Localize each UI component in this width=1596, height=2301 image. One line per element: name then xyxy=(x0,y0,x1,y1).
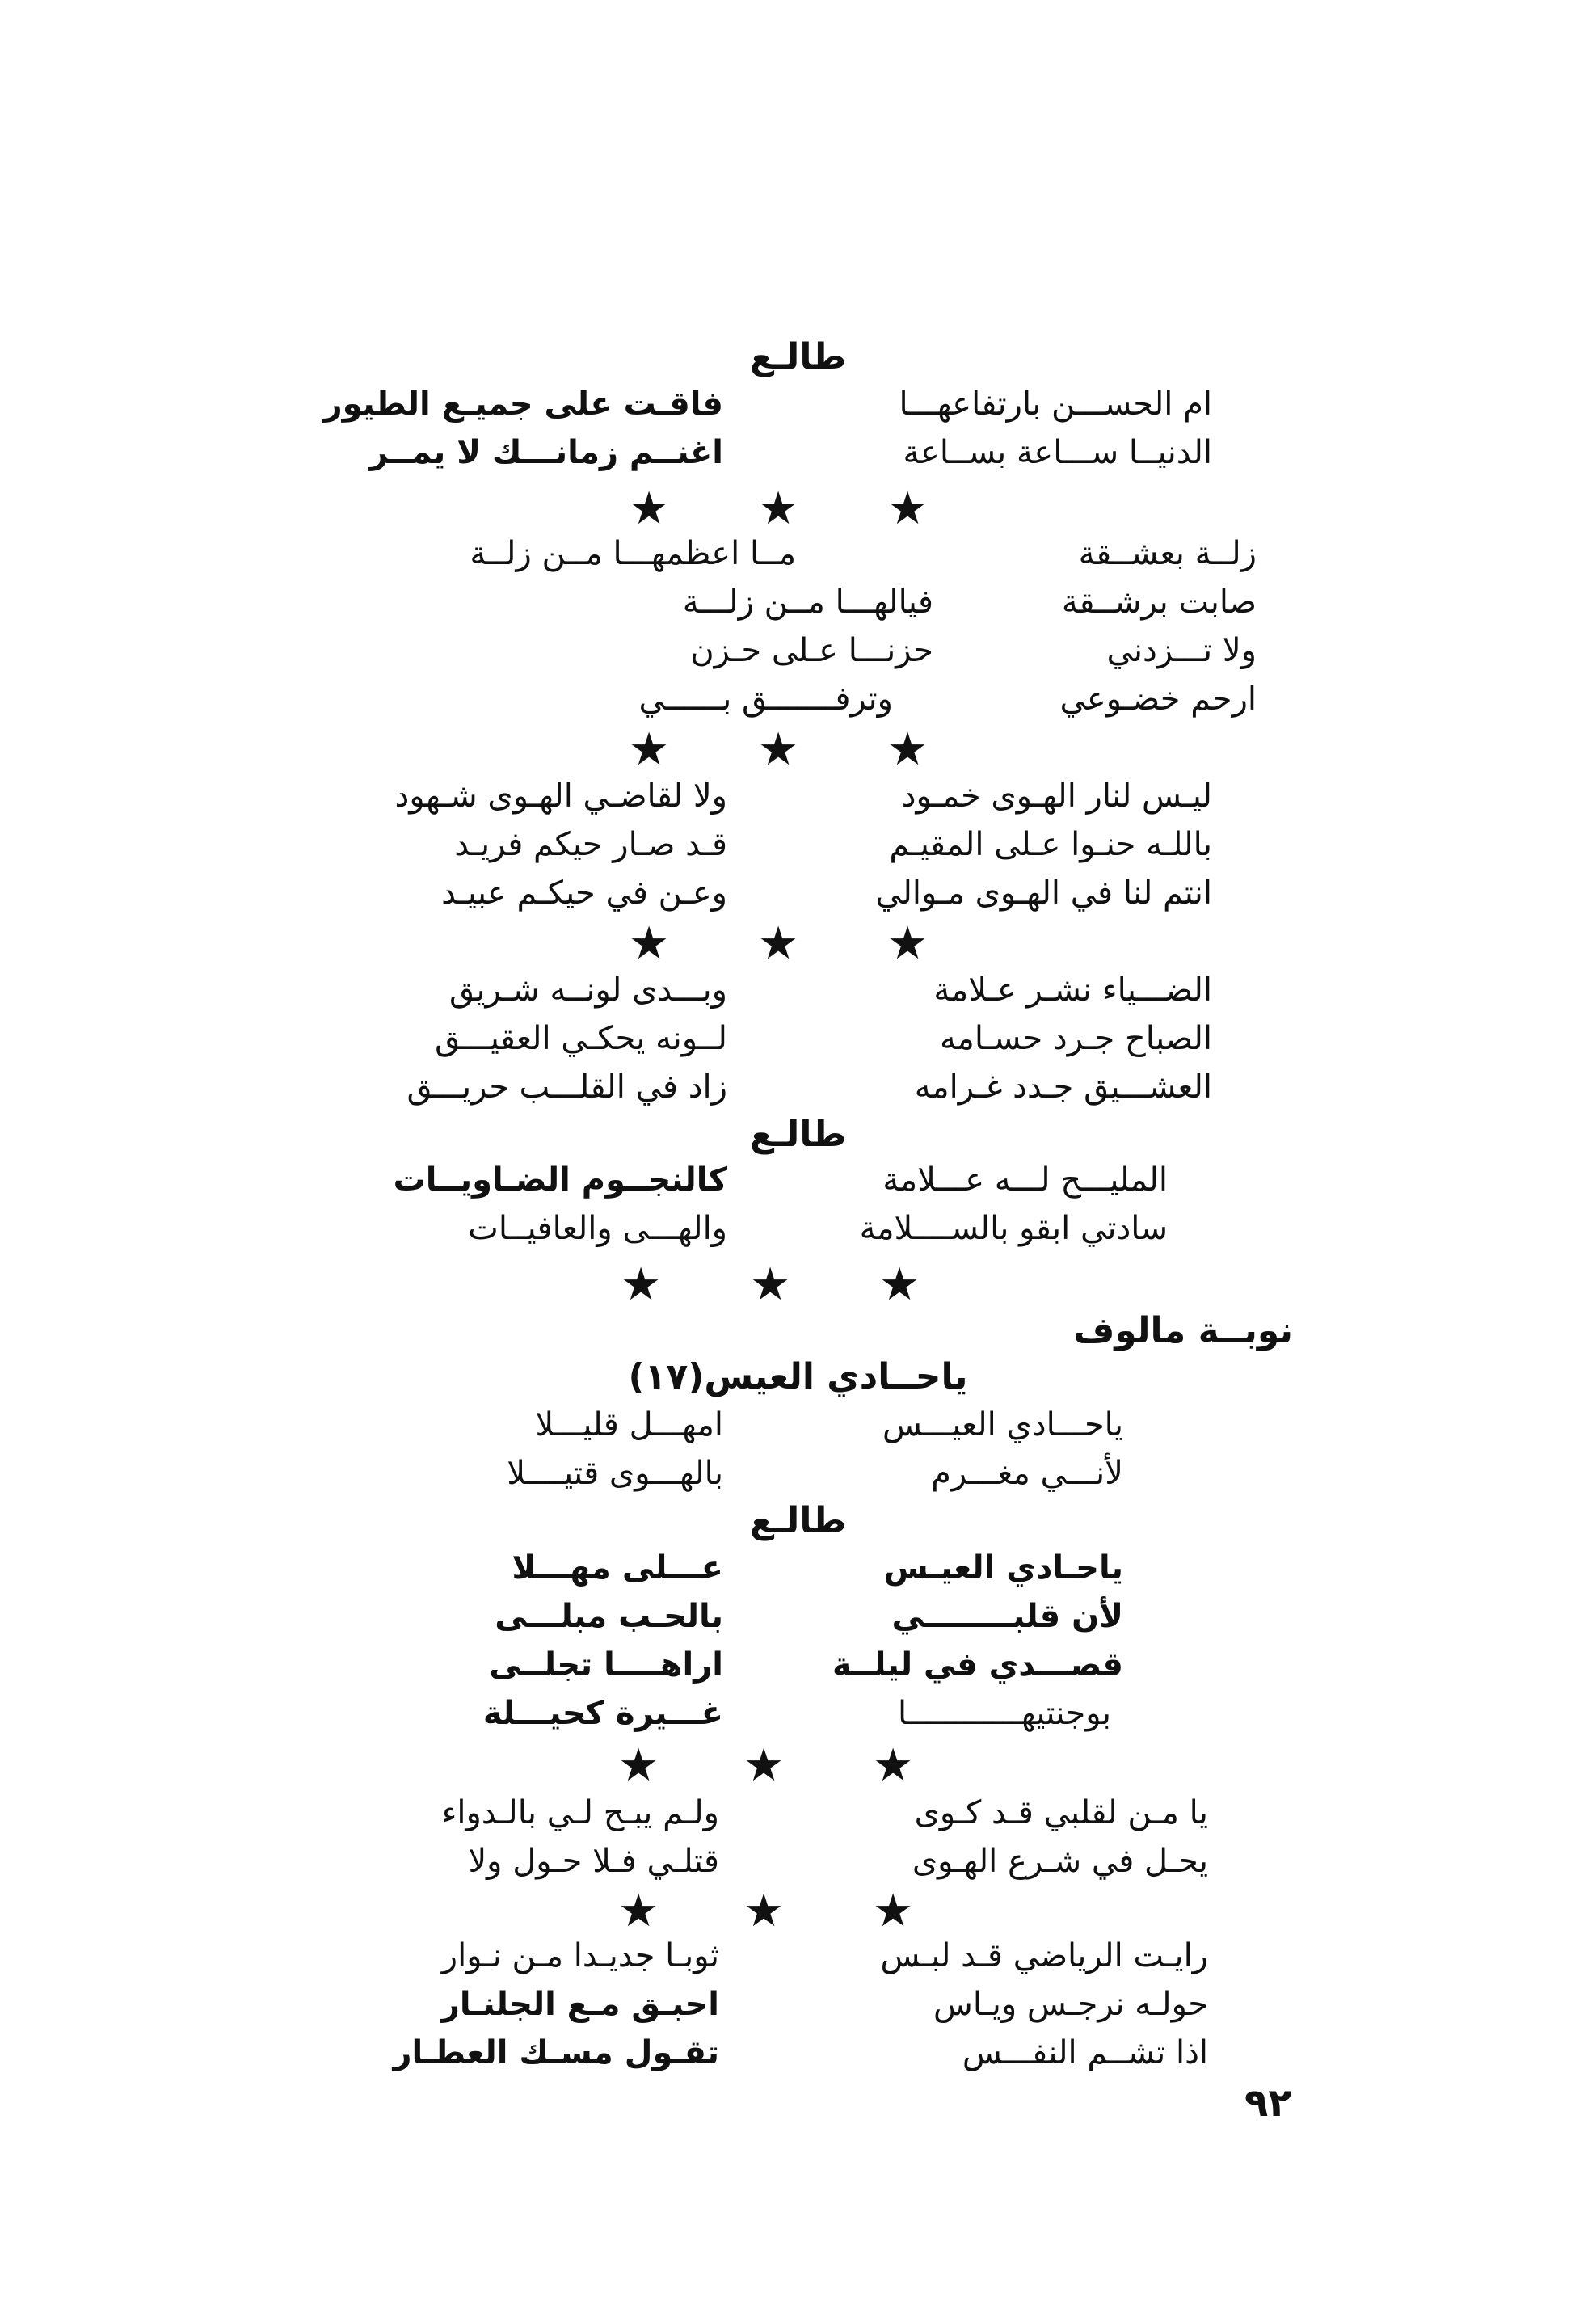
verse-right-hemistich: الضـــياء نشـر عـلامة xyxy=(933,971,1212,1009)
star-icon: ★ xyxy=(743,1739,785,1792)
verse-line xyxy=(0,1014,1596,1063)
verse-left-hemistich: بالحـب مبلـــى xyxy=(495,1598,723,1635)
star-separator xyxy=(0,1258,1596,1311)
star-separator xyxy=(0,1887,1596,1936)
verse-line xyxy=(0,1837,1596,1886)
star-icon: ★ xyxy=(879,1258,920,1311)
verse-left-hemistich: اراهــــا تجلــى xyxy=(489,1646,723,1684)
verse-left-hemistich: اغنــم زمانـــك لا يمــر xyxy=(369,434,723,471)
verse-line xyxy=(0,772,1596,820)
verse-right-hemistich: لأنـــي مغـــرم xyxy=(931,1455,1123,1492)
verse-line xyxy=(0,1592,1596,1641)
verse-right-hemistich: الصباح جـرد حسـامه xyxy=(939,1020,1212,1057)
star-icon: ★ xyxy=(758,917,799,970)
verse-line xyxy=(0,1449,1596,1498)
verse-left-hemistich: قتلـي فـلا حـول ولا xyxy=(468,1843,719,1880)
verse-left-hemistich: وعـن في حيكـم عبيـد xyxy=(441,874,727,912)
verse-left-hemistich: ثوبـا جديـدا مـن نـوار xyxy=(441,1937,719,1974)
verse-right-hemistich: باللـه حنـوا عـلى المقيـم xyxy=(889,826,1212,863)
page-number: ٩٢ xyxy=(1244,2080,1292,2126)
heading-tale: طالـع xyxy=(749,1500,847,1541)
verse-line xyxy=(0,1689,1596,1738)
verse-right-hemistich: ياحـادي العيـس xyxy=(883,1549,1123,1587)
verse-left-hemistich: مــا اعظمهـــا مــن زلــة xyxy=(470,535,796,572)
star-icon: ★ xyxy=(629,483,670,535)
verse-right-hemistich: انتم لنا في الهـوى مـوالي xyxy=(875,874,1212,912)
star-separator xyxy=(0,485,1596,533)
verse-left-hemistich: بالهـــوى قتيــــلا xyxy=(507,1455,723,1492)
verse-right-hemistich: سادتي ابقو بالســــلامة xyxy=(859,1210,1168,1247)
verse-right-hemistich: ليـس لنار الهـوى خمـود xyxy=(901,778,1212,815)
verse-line xyxy=(0,1401,1596,1449)
star-separator xyxy=(0,723,1596,776)
star-icon: ★ xyxy=(873,1739,914,1792)
verse-line xyxy=(0,1641,1596,1689)
verse-left-hemistich: وترفـــــــق بــــــي xyxy=(638,681,893,718)
verse-left-hemistich: وبـــدى لونــه شـريق xyxy=(448,971,727,1009)
verse-line xyxy=(0,1980,1596,2029)
verse-line xyxy=(0,869,1596,917)
verse-left-hemistich: كالنجــوم الضـاويــات xyxy=(393,1161,727,1199)
verse-line xyxy=(0,428,1596,477)
star-separator xyxy=(0,1739,1596,1792)
star-icon: ★ xyxy=(618,1739,659,1792)
verse-right-hemistich: زلــة بعشــقة xyxy=(1078,535,1257,572)
verse-left-hemistich: لــونه يحكـي العقيـــق xyxy=(435,1020,727,1057)
heading-tale: طالـع xyxy=(749,1114,847,1155)
verse-right-hemistich: ياحـــادي العيـــس xyxy=(882,1406,1123,1443)
verse-left-hemistich: احبـق مـع الجلنـار xyxy=(440,1986,719,2023)
verse-left-hemistich: امهـــل قليـــلا xyxy=(535,1406,723,1443)
star-icon: ★ xyxy=(758,483,799,535)
verse-left-hemistich: زاد في القلـــب حريـــق xyxy=(406,1068,727,1106)
star-icon: ★ xyxy=(618,1885,659,1937)
verse-right-hemistich: المليـــح لـــه عـــلامة xyxy=(882,1161,1168,1199)
verse-line xyxy=(0,1063,1596,1111)
verse-right-hemistich: بوجنتيهــــــــــــا xyxy=(898,1695,1111,1732)
verse-left-hemistich: والهـــى والعافيــات xyxy=(468,1210,727,1247)
verse-line xyxy=(0,380,1596,428)
verse-right-hemistich: اذا تشــم النفـــس xyxy=(962,2034,1208,2071)
verse-line xyxy=(0,1789,1596,1837)
heading-tale: طالـع xyxy=(749,336,847,377)
verse-right-hemistich: صابت برشــقة xyxy=(1061,584,1257,621)
star-icon: ★ xyxy=(887,483,929,535)
verse-right-hemistich: ولا تـــزدني xyxy=(1106,632,1257,669)
star-icon: ★ xyxy=(621,1258,662,1311)
verse-left-hemistich: فيالهـــا مــن زلـــة xyxy=(682,584,933,621)
star-icon: ★ xyxy=(629,917,670,970)
verse-line xyxy=(0,578,1596,626)
verse-left-hemistich: قـد صـار حيكم فريـد xyxy=(454,826,727,863)
star-icon: ★ xyxy=(887,723,929,776)
verse-line xyxy=(0,1932,1596,1980)
verse-right-hemistich: لأن قلبــــــــي xyxy=(891,1598,1123,1635)
verse-line xyxy=(0,1204,1596,1253)
verse-line xyxy=(0,820,1596,869)
star-icon: ★ xyxy=(758,723,799,776)
verse-left-hemistich: عـــلى مهـــلا xyxy=(512,1549,723,1587)
section-title: نوبــة مالوف xyxy=(1073,1310,1293,1351)
star-icon: ★ xyxy=(887,917,929,970)
verse-right-hemistich: رايـت الرياضي قـد لبـس xyxy=(880,1937,1208,1974)
verse-line xyxy=(0,2029,1596,2077)
verse-right-hemistich: ام الحســـن بارتفاعهـــا xyxy=(899,386,1212,423)
verse-left-hemistich: ولـم يبـح لـي بالـدواء xyxy=(441,1794,719,1831)
verse-left-hemistich: غـــيرة كحيـــلة xyxy=(482,1695,723,1732)
verse-right-hemistich: يحـل في شـرع الهـوى xyxy=(912,1843,1208,1880)
verse-right-hemistich: قصـــدي في ليلــة xyxy=(832,1646,1123,1684)
verse-line xyxy=(0,626,1596,675)
verse-line xyxy=(0,1544,1596,1592)
verse-right-hemistich: يا مـن لقلبي قـد كـوى xyxy=(914,1794,1208,1831)
verse-right-hemistich: حولـه نرجـس ويـاس xyxy=(933,1986,1208,2023)
verse-left-hemistich: تقـول مسـك العطـار xyxy=(393,2034,719,2071)
verse-left-hemistich: حزنـــا عـلى حـزن xyxy=(690,632,933,669)
star-icon: ★ xyxy=(873,1885,914,1937)
star-separator xyxy=(0,917,1596,970)
verse-line xyxy=(0,1156,1596,1204)
verse-left-hemistich: فاقـت على جميـع الطيور xyxy=(323,386,723,423)
verse-right-hemistich: الدنيــا ســـاعة بســاعة xyxy=(903,434,1212,471)
verse-left-hemistich: ولا لقاضـي الهـوى شـهود xyxy=(394,778,727,815)
verse-right-hemistich: ارحم خضـوعي xyxy=(1059,681,1257,718)
verse-line xyxy=(0,966,1596,1014)
song-title: ياحــادي العيس(١٧) xyxy=(628,1356,968,1397)
star-icon: ★ xyxy=(750,1258,791,1311)
star-icon: ★ xyxy=(743,1885,785,1937)
verse-right-hemistich: العشـــيق جـدد غـرامه xyxy=(914,1068,1212,1106)
verse-line xyxy=(0,675,1596,723)
verse-line xyxy=(0,529,1596,578)
star-icon: ★ xyxy=(629,723,670,776)
